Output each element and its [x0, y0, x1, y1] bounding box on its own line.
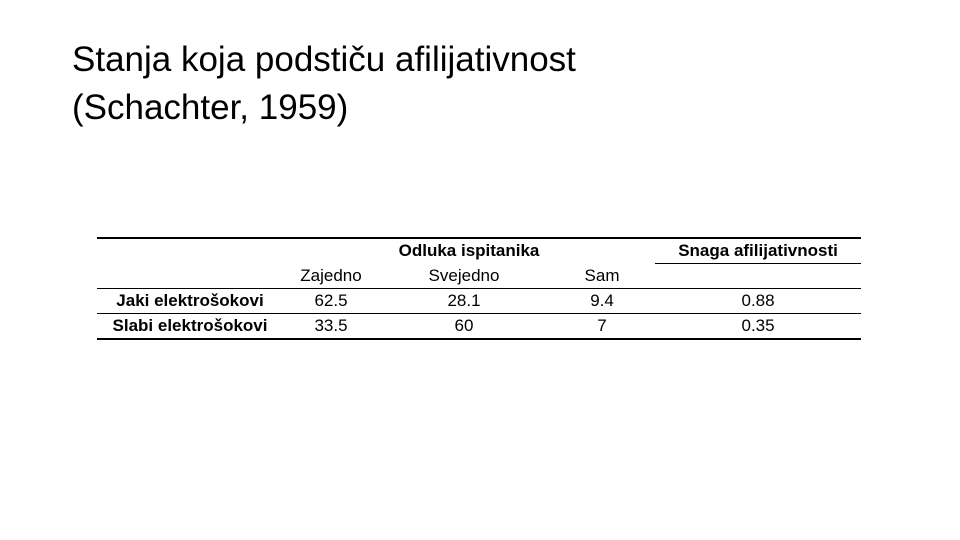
- row-label-strong-shocks: Jaki elektrošokovi: [97, 289, 283, 314]
- column-header-sam: Sam: [549, 264, 655, 289]
- results-table: [97, 237, 861, 340]
- table-cell: 28.1: [379, 289, 549, 314]
- table-row: [97, 314, 861, 340]
- group-header-affiliation-strength: Snaga afilijativnosti: [655, 238, 861, 264]
- table-subheader-row: [97, 264, 861, 289]
- empty-subheader-cell: [655, 264, 861, 289]
- slide-title: [72, 36, 892, 132]
- table-cell: 60: [379, 314, 549, 340]
- table-cell-strength: 0.88: [655, 289, 861, 314]
- column-header-svejedno: Svejedno: [379, 264, 549, 289]
- slide-title-line-1: Stanja koja podstiču afilijativnost: [72, 40, 576, 79]
- table-row: [97, 289, 861, 314]
- table-cell: 7: [549, 314, 655, 340]
- table-cell: 9.4: [549, 289, 655, 314]
- slide-title-line-2: (Schachter, 1959): [72, 88, 349, 127]
- table-group-header-row: [97, 238, 861, 264]
- results-table-container: [97, 237, 861, 340]
- empty-subheader-cell: [97, 264, 283, 289]
- empty-header-cell: [97, 238, 283, 264]
- row-label-weak-shocks: Slabi elektrošokovi: [97, 314, 283, 340]
- table-cell: 33.5: [283, 314, 379, 340]
- table-cell: 62.5: [283, 289, 379, 314]
- group-header-decision: Odluka ispitanika: [283, 238, 655, 264]
- table-cell-strength: 0.35: [655, 314, 861, 340]
- column-header-zajedno: Zajedno: [283, 264, 379, 289]
